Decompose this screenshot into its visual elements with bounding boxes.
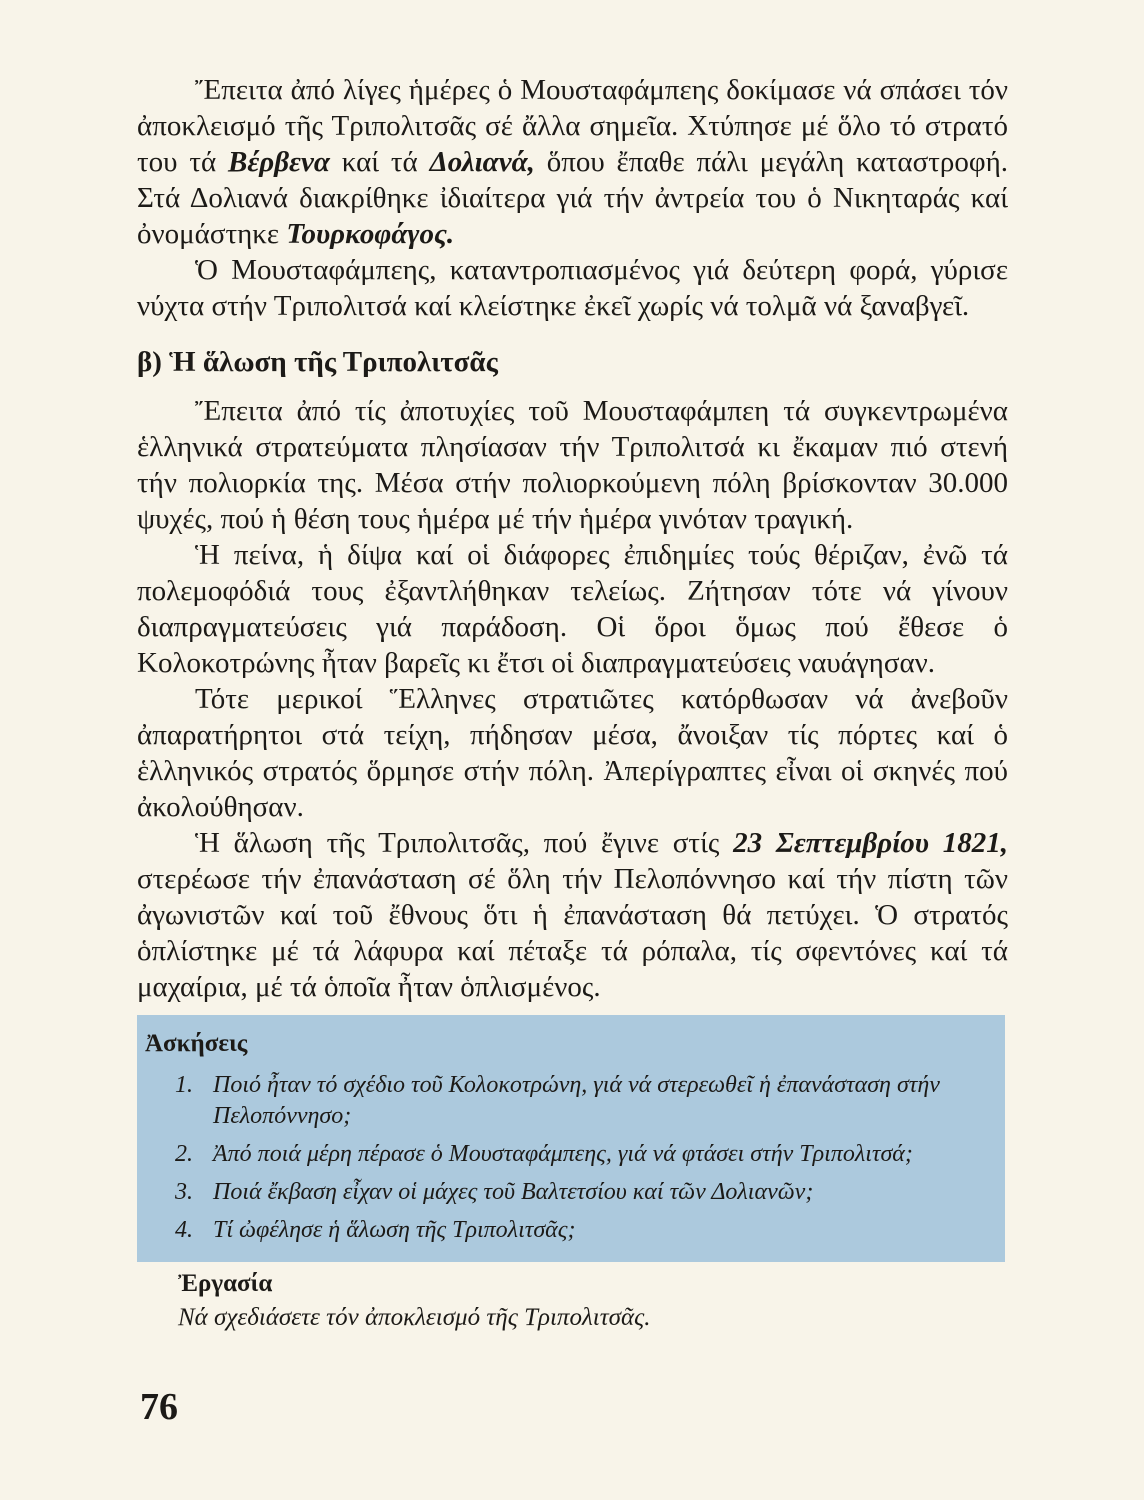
nickname-tourkofagos: Τουρκοφάγος. <box>286 218 455 250</box>
paragraph-5: Τότε μερικοί Ἕλληνες στρατιῶτες κατόρθωσαν νά ἀνεβοῦν ἀπαρατήρητοι στά τείχη, πήδησαν μέσα, ἄνοιξαν τίς πόρτες καί ὁ ἑλληνικός στρατός ὅρμησε στήν πόλη. Ἀπερίγραπτες εἶναι οἱ σκηνές πού ἀκολούθησαν. <box>137 683 1008 823</box>
exercises-title: Ἀσκήσεις <box>145 1030 248 1057</box>
exercise-item: 4. Τί ὠφέλησε ἡ ἅλωση τῆς Τριπολιτσᾶς; <box>175 1217 576 1243</box>
exercises-list <box>175 1070 985 1253</box>
work-text: Νά σχεδιάσετε τόν ἀποκλεισμό τῆς Τριπολιτσᾶς. <box>178 1304 651 1331</box>
paragraph-2: Ὁ Μουσταφάμπεης, καταντροπιασμένος γιά δεύτερη φορά, γύρισε νύχτα στήν Τριπολιτσά καί κλείστηκε ἐκεῖ χωρίς νά τολμᾶ νά ξαναβγεῖ. <box>137 254 1008 322</box>
paragraph-1: Ἔπειτα ἀπό λίγες ἡμέρες ὁ Μουσταφάμπεης δοκίμασε νά σπάσει τόν ἀποκλεισμό τῆς Τριπολιτσᾶς σέ ἄλλα σημεῖα. Χτύπησε μέ ὅλο τό στρατό του τά Βέρβενα καί τά Δολιανά, ὅπου ἔπαθε πάλι μεγάλη καταστροφή. Στά Δολιανά διακρίθηκε ἰδιαίτερα γιά τήν ἀντρεία του ὁ Νικηταράς καί ὀνομάστηκε Τουρκοφάγος. <box>137 74 1008 250</box>
place-doliana: Δολιανά, <box>429 146 535 178</box>
section-text <box>137 393 1008 1005</box>
paragraph-3: Ἔπειτα ἀπό τίς ἀποτυχίες τοῦ Μουσταφάμπεη τά συγκεντρωμένα ἑλληνικά στρατεύματα πλησίασαν τήν Τριπολιτσά κι ἔκαμαν πιό στενή τήν πολιορκία της. Μέσα στήν πολιορκούμενη πόλη βρίσκονταν 30.000 ψυχές, πού ἡ θέση τους ἡμέρα μέ τήν ἡμέρα γινόταν τραγική. <box>137 395 1008 535</box>
work-title: Ἐργασία <box>178 1270 273 1297</box>
paragraph-6: Ἡ ἅλωση τῆς Τριπολιτσᾶς, πού ἔγινε στίς 23 Σεπτεμβρίου 1821, στερέωσε τήν ἐπανάσταση σέ ὅλη τήν Πελοπόννησο καί τήν πίστη τῶν ἀγωνιστῶν καί τοῦ ἔθνους ὅτι ἡ ἐπανάσταση θά πετύχει. Ὁ στρατός ὁπλίστηκε μέ τά λάφυρα καί πέταξε τά ρόπαλα, τίς σφεντόνες καί τά μαχαίρια, μέ τά ὁποῖα ἦταν ὁπλισμένος. <box>137 827 1008 1003</box>
paragraph-4: Ἡ πείνα, ἡ δίψα καί οἱ διάφορες ἐπιδημίες τούς θέριζαν, ἐνῶ τά πολεμοφόδιά τους ἐξαντλήθηκαν τελείως. Ζήτησαν τότε νά γίνουν διαπραγματεύσεις γιά παράδοση. Οἱ ὅροι ὅμως πού ἔθεσε ὁ Κολοκοτρώνης ἦταν βαρεῖς κι ἔτσι οἱ διαπραγματεύσεις ναυάγησαν. <box>137 539 1008 679</box>
intro-text <box>137 72 1008 324</box>
section-heading: β) Ἡ ἅλωση τῆς Τριπολιτσᾶς <box>137 346 498 378</box>
capture-date: 23 Σεπτεμβρίου 1821, <box>733 827 1008 859</box>
place-verveNa: Βέρβενα <box>228 146 330 178</box>
page-number: 76 <box>140 1386 178 1428</box>
exercise-item: 3. Ποιά ἔκβαση εἶχαν οἱ μάχες τοῦ Βαλτετσίου καί τῶν Δολιανῶν; <box>175 1179 814 1205</box>
exercise-item: 2. Ἀπό ποιά μέρη πέρασε ὁ Μουσταφάμπεης, γιά νά φτάσει στήν Τριπολιτσά; <box>175 1141 913 1167</box>
exercise-item: 1. Ποιό ἦταν τό σχέδιο τοῦ Κολοκοτρώνη, γιά νά στερεωθεῖ ἡ ἐπανάσταση στήν Πελοπόννησο; <box>175 1072 940 1129</box>
